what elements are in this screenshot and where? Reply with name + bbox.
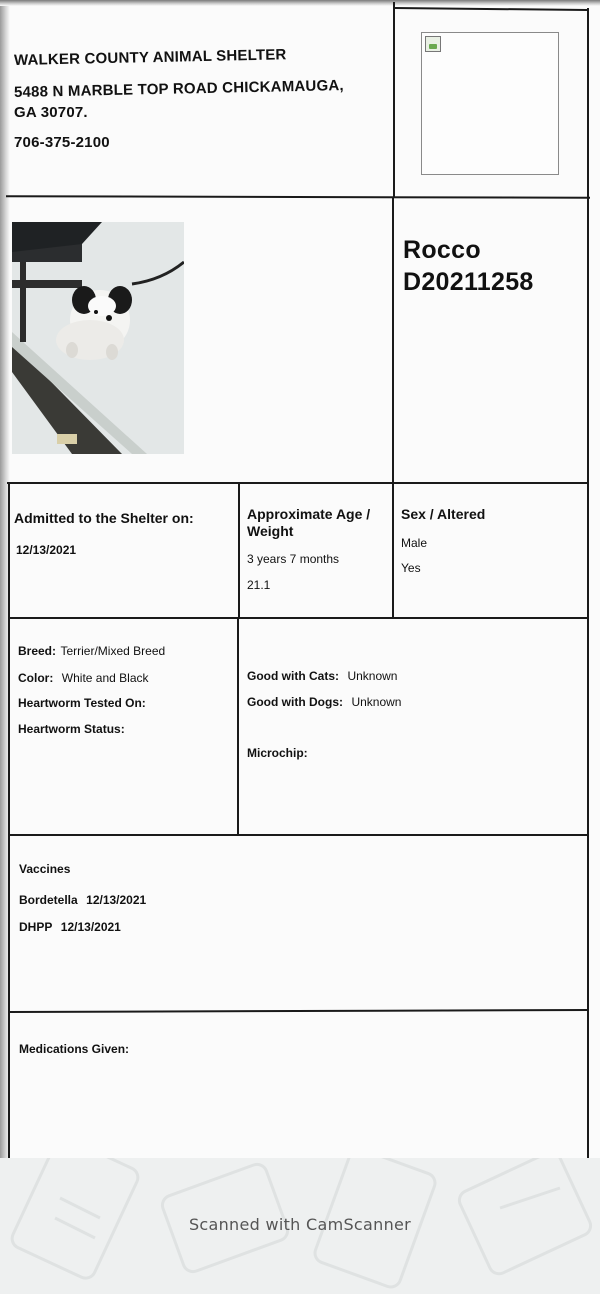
vaccine-row [19,891,146,909]
breed-value: Terrier/Mixed Breed [60,644,166,658]
color-row [18,669,149,687]
cats-value: Unknown [347,669,398,683]
vaccine-name: Bordetella [19,893,78,907]
divider-details-top [8,617,589,619]
animal-photo [12,222,184,454]
animal-id: D20211258 [403,268,534,296]
divider-header-vertical [393,2,395,198]
divider-vaccines-top [9,834,589,836]
border-right [587,8,589,1160]
vaccine-row [19,918,121,936]
sex-value: Male [401,536,428,550]
admitted-date: 12/13/2021 [16,543,77,557]
vaccine-name: DHPP [19,920,53,934]
weight-value: 21.1 [247,578,271,592]
breed-row [18,642,165,660]
shelter-address-line1: 5488 N MARBLE TOP ROAD CHICKAMAUGA, [13,77,344,101]
divider-medications-top [10,1009,589,1013]
divider-header [6,195,590,199]
broken-image-placeholder [421,32,559,175]
shelter-phone: 706-375-2100 [14,134,110,151]
cats-label: Good with Cats: [247,669,339,683]
vaccines-heading: Vaccines [19,862,71,876]
vaccine-date: 12/13/2021 [60,920,121,934]
age-weight-label-line2: Weight [247,523,294,539]
divider-details-mid [237,619,239,835]
heartworm-status-label: Heartworm Status: [18,722,125,736]
age-weight-label-line1: Approximate Age / [247,506,371,522]
shelter-name: WALKER COUNTY ANIMAL SHELTER [13,46,287,69]
microchip-label: Microchip: [247,746,308,760]
divider-intake-1 [238,484,240,618]
vaccine-date: 12/13/2021 [86,893,147,907]
scanner-footer [0,1158,600,1294]
divider-photo-id [392,198,394,618]
dog-photo-illustration [12,222,184,454]
shelter-address-line2: GA 30707. [14,104,88,121]
sex-altered-label: Sex / Altered [401,506,486,522]
divider-top-right [395,7,587,11]
age-value: 3 years 7 months [247,552,340,566]
breed-label: Breed: [18,644,57,658]
color-value: White and Black [61,671,149,685]
altered-value: Yes [401,561,421,575]
admitted-label: Admitted to the Shelter on: [14,510,194,526]
heartworm-tested-label: Heartworm Tested On: [18,696,146,710]
dogs-value: Unknown [351,695,402,709]
dogs-label: Good with Dogs: [247,695,343,709]
scan-top-shadow [0,0,600,6]
border-left-lower [8,484,10,1160]
broken-image-icon [425,36,441,52]
dogs-row [247,693,401,711]
color-label: Color: [18,671,54,685]
camscanner-watermark: Scanned with CamScanner [188,1215,412,1234]
divider-intake-top [7,482,589,484]
medications-label: Medications Given: [19,1042,130,1056]
cats-row [247,667,397,685]
animal-name: Rocco [403,236,481,264]
